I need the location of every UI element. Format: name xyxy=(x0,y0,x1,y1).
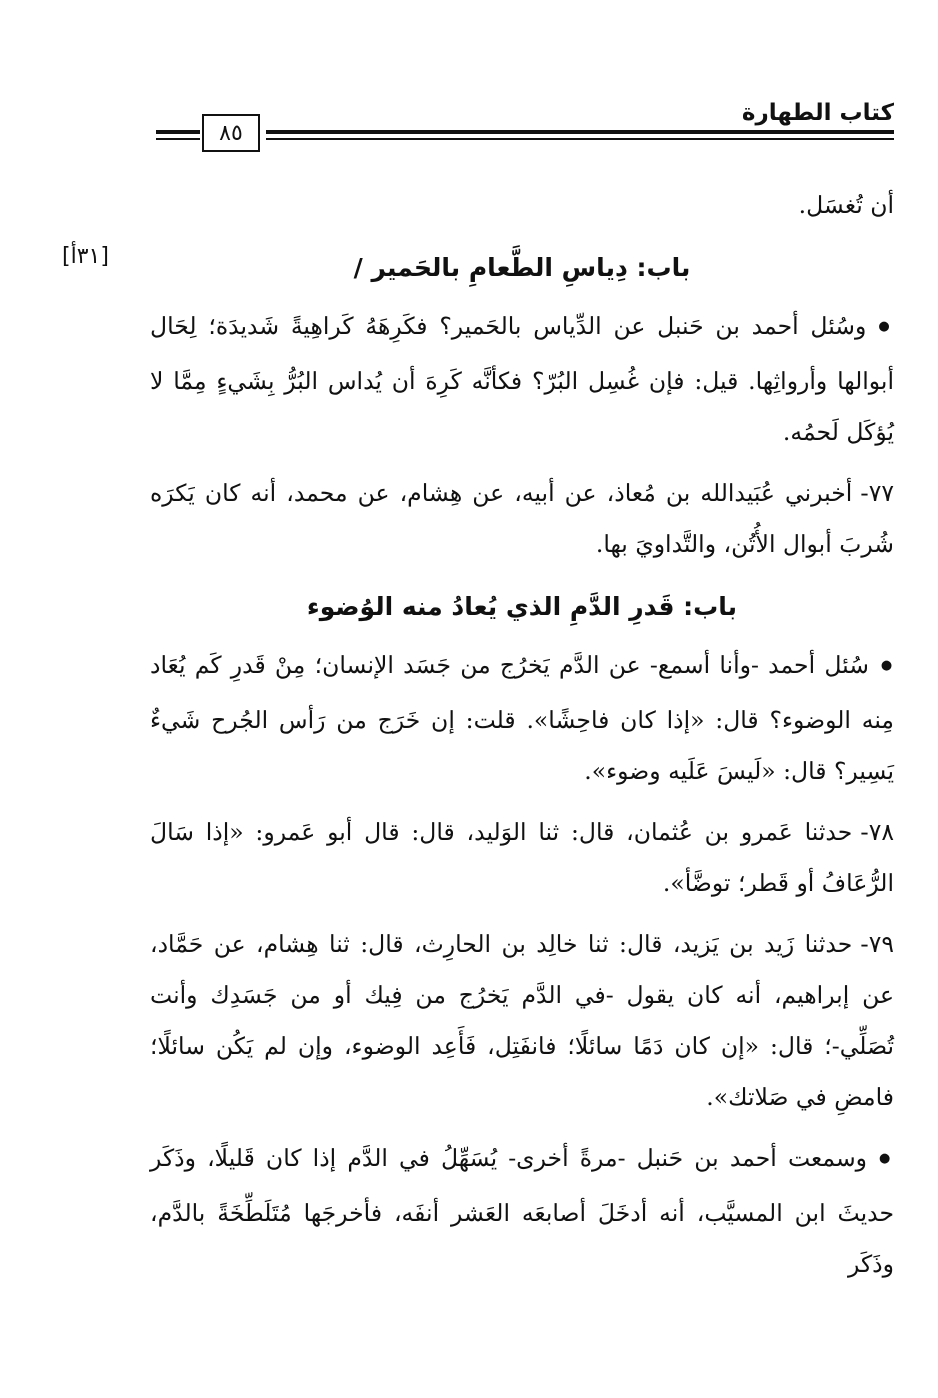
hadith-number: ٧٨- xyxy=(860,818,894,846)
section-heading: باب: قَدرِ الدَّمِ الذي يُعادُ منه الوُضوء xyxy=(306,592,738,621)
paragraph: أن تُغسَل. xyxy=(798,191,894,219)
marginal-note: [٣١أ] xyxy=(62,244,109,269)
hadith-79 xyxy=(150,919,894,1123)
page-number: ٨٥ xyxy=(202,114,260,152)
hadith-77 xyxy=(150,468,894,570)
hadith-text: حدثنا زَيد بن يَزيد، قال: ثنا خالِد بن الحارِث، قال: ثنا هِشام، عن حَمَّاد، عن إبراهيم، أنه كان يقول -في الدَّم يَخرُج من فِيك أو من جَسَدِك وأنت تُصَلِّي-؛ قال: «إن كان دَمًا سائلًا؛ فانفَتِل، فَأَعِد الوضوء، وإن لم يَكُن سائلًا؛ فامضِ في صَلاتك». xyxy=(150,930,894,1111)
header-rule xyxy=(266,130,894,144)
hadith-text: أخبرني عُبَيدالله بن مُعاذ، عن أبيه، عن هِشام، عن محمد، أنه كان يَكرَه شُربَ أبوال الأُتُن، والتَّداويَ بها. xyxy=(150,479,894,558)
paragraph: ● وسُئل أحمد بن حَنبل عن الدِّياس بالحَمير؟ فكَرِهَهُ كَراهِيةً شَديدَة؛ لِحَال أبوالها وأرواثِها. قيل: فإن غُسِل البُرّ؟ فكأنَّه كَرِهَ أن يُداس البُرُّ بِشَيءٍ مِمَّا لا يُؤكَل لَحمُه. xyxy=(150,301,894,458)
header-rule-short xyxy=(156,130,200,144)
book-title: كتاب الطهارة xyxy=(741,100,894,126)
hadith-78 xyxy=(150,807,894,909)
hadith-number: ٧٩- xyxy=(860,930,894,958)
hadith-text: حدثنا عَمرو بن عُثمان، قال: ثنا الوَليد، قال: قال أبو عَمرو: «إذا سَالَ الرُّعَافُ أو قَطر؛ توضَّأ». xyxy=(150,818,894,897)
paragraph: ● سُئل أحمد -وأنا أسمع- عن الدَّم يَخرُج من جَسَد الإنسان؛ مِنْ قَدرِ كَم يُعَاد مِنه الوضوء؟ قال: «إذا كان فاحِشًا». قلت: إن خَرَج من رَأس الجُرح شَيءٌ يَسِير؟ قال: «لَيسَ عَلَيه وضوء». xyxy=(150,640,894,797)
hadith-number: ٧٧- xyxy=(860,479,894,507)
paragraph: ● وسمعت أحمد بن حَنبل -مرةً أخرى- يُسَهِّلُ في الدَّم إذا كان قَليلًا، وذَكَر حديثَ ابن المسيَّب، أنه أدخَلَ أصابعَه العَشر أنفَه، فأخرجَها مُتَلَطِّخَةً بالدَّم، وذَكَر xyxy=(150,1133,894,1290)
page-body xyxy=(150,180,894,1300)
section-heading: باب: دِياسِ الطَّعامِ بالحَمير / xyxy=(353,253,691,282)
